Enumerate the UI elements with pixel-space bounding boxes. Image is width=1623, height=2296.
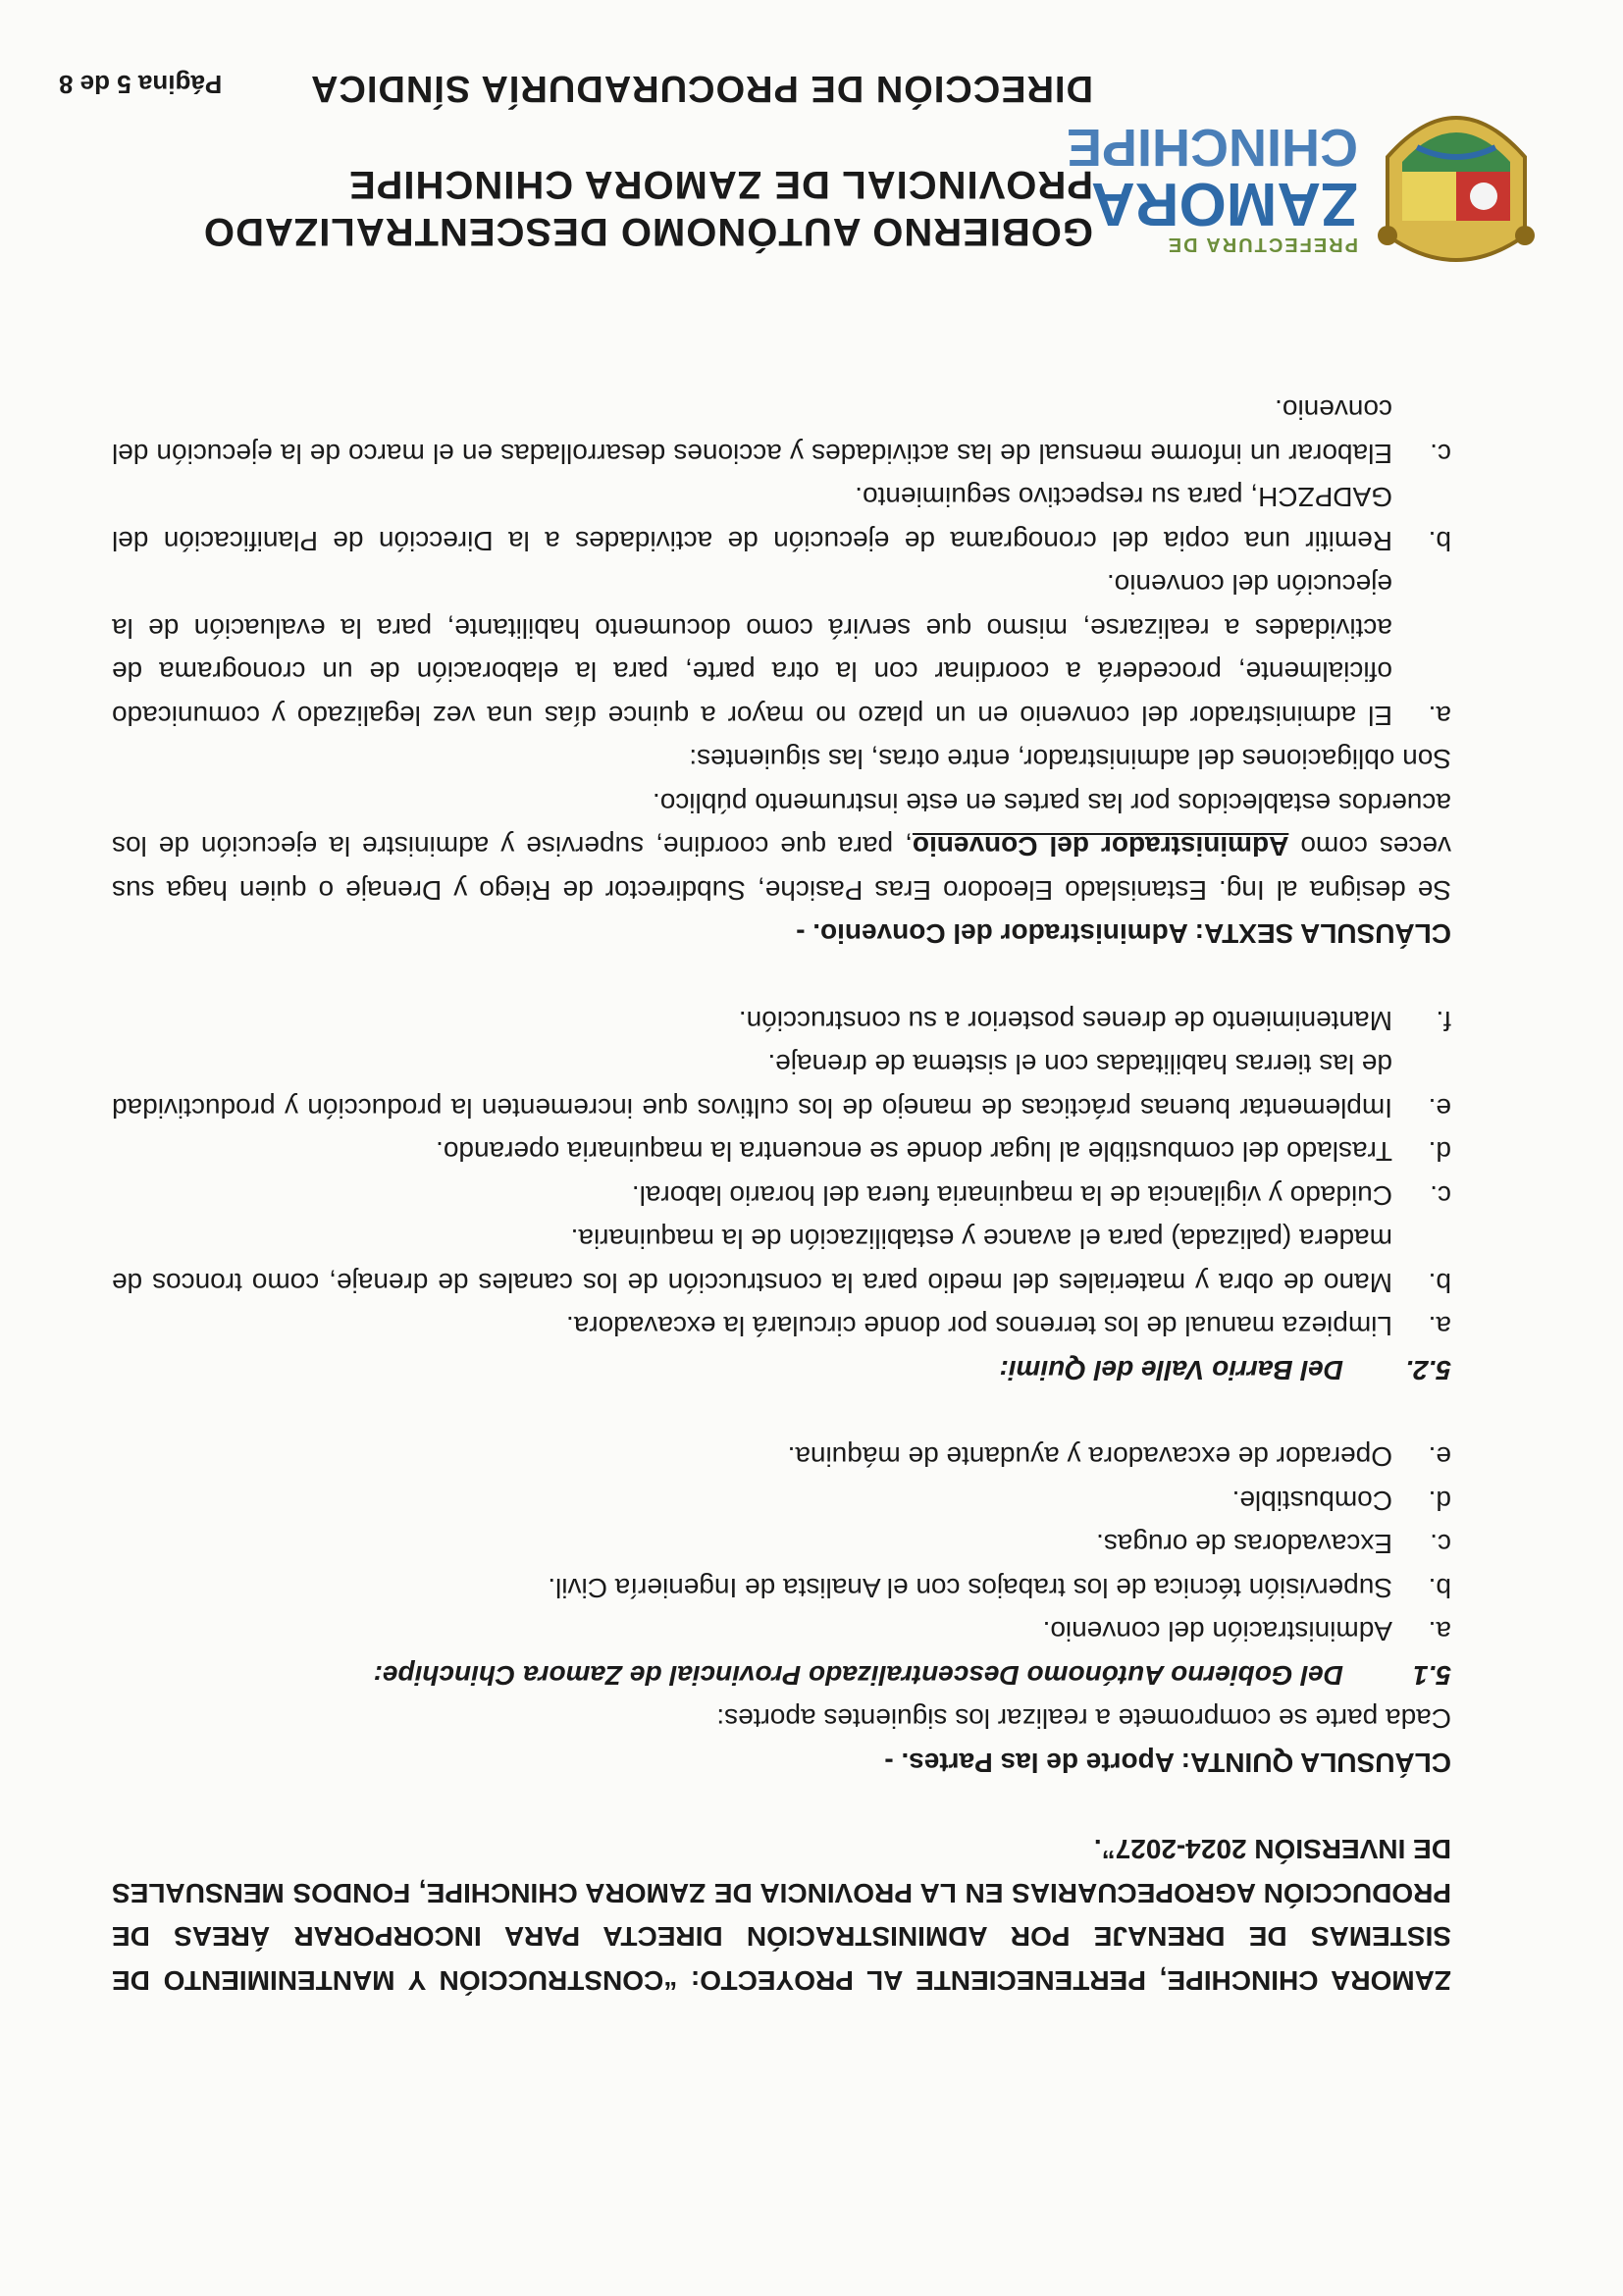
list-item: b. Remitir una copia del cronograma de ejecución de actividades a la Dirección de Planificación del GADPZCH, para su respectivo seguimiento.: [112, 482, 1451, 556]
letterhead: [73, 68, 1544, 275]
obligations-lead: Son obligaciones del administrador, entre otras, las siguientes:: [689, 744, 1451, 775]
clause-six-paragraph: Se designa al Ing. Estanislado Eleodoro Eras Pasiche, Subdirector de Riego y Drenaje o quien haga sus veces como Administrador del Convenio, para que coordine, supervise y administre la ejecución de los acuerdos establecidos por las partes en este instrumento público.: [112, 788, 1451, 906]
section-5-1-heading: [112, 1653, 1451, 1697]
clause-five-lead: Cada parte se compromete a realizar los siguientes aportes:: [716, 1703, 1451, 1735]
list-item: c. Excavadoras de orugas.: [1096, 1529, 1451, 1560]
list-item: f. Mantenimiento de drenes posterior a su construcción.: [738, 1006, 1451, 1036]
clause-five-title: CLÁUSULA QUINTA: Aporte de las Partes. -: [884, 1748, 1451, 1778]
list-item: b. Supervisión técnica de los trabajos con el Analista de Ingeniería Civil.: [548, 1573, 1451, 1603]
brand-line-1: ZAMORA: [1090, 170, 1358, 237]
brand-logo: [1066, 88, 1358, 255]
list-item: a. El administrador del convenio en un plazo no mayor a quince días una vez legalizado y comunicado oficialmente, procederá a coordinar con la otra parte, para la elaboración de un cronograma de actividades a realizarse, mismo que servirá como documento habilitante, para la evaluación de la ejecución del convenio.: [112, 569, 1451, 731]
provincial-crest-icon: [1368, 78, 1544, 275]
org-line-1: GOBIERNO AUTÓNOMO DESCENTRALIZADO PROVINCIAL DE ZAMORA CHINCHIPE: [202, 163, 1093, 253]
organization-name: [73, 65, 1093, 255]
section-5-1-list: [112, 1435, 1451, 1653]
section-number: 5.2.: [1405, 1355, 1451, 1385]
list-item: c. Cuidado y vigilancia de la maquinaria fuera del horario laboral.: [631, 1180, 1451, 1211]
administrator-term: Administrador del Convenio: [912, 831, 1289, 862]
obligations-list: [112, 388, 1451, 737]
section-5-2-list: [112, 999, 1451, 1348]
list-item: d. Combustible.: [1231, 1486, 1451, 1516]
section-title: Del Gobierno Autónomo Descentralizado Provincial de Zamora Chinchipe:: [373, 1660, 1343, 1691]
list-item: e. Implementar buenas prácticas de manejo de los cultivos que incrementen la producción y productividad de las tierras habilitadas con el sistema de drenaje.: [112, 1049, 1451, 1123]
list-item: a. Administración del convenio.: [1042, 1616, 1451, 1647]
document-body: [112, 388, 1451, 2002]
page-number: Página 5 de 8: [59, 70, 223, 99]
list-item: a. Limpieza manual de los terrenos por donde circulará la excavadora.: [565, 1311, 1451, 1342]
clause-six-title: CLÁUSULA SEXTA: Administrador del Convenio. -: [796, 918, 1451, 950]
section-number: 5.1: [1413, 1660, 1451, 1691]
list-item: b. Mano de obra y materiales del medio para la construcción de los canales de drenaje, como troncos de madera (palizada) para el avance y estabilización de la maquinaria.: [112, 1224, 1451, 1298]
org-line-2: DIRECCIÓN DE PROCURADURÍA SÍNDICA: [310, 68, 1093, 109]
list-item: e. Operador de excavadora y ayudante de máquina.: [787, 1441, 1451, 1473]
brand-pre-label: PREFECTURA DE: [1166, 234, 1358, 255]
section-title: Del Barrio Valle del Quimi:: [999, 1355, 1343, 1385]
project-intro: ZAMORA CHINCHIPE, PERTENECIENTE AL PROYECTO: “CONSTRUCCIÓN Y MANTENIMIENTO DE SISTEMAS DE DRENAJE POR ADMINISTRACIÓN DIRECTA PARA INCORPORAR ÁREAS DE PRODUCCIÓN AGROPECUARIAS EN LA PROVINCIA DE ZAMORA CHINCHIPE, FONDOS MENSUALES DE INVERSIÓN 2024-2027”.: [112, 1834, 1451, 1996]
list-item: c. Elaborar un informe mensual de las actividades y acciones desarrolladas en el marco de la ejecución del convenio.: [112, 394, 1451, 469]
brand-line-2: CHINCHIPE: [1066, 118, 1358, 177]
section-5-2-heading: [112, 1348, 1451, 1392]
list-item: d. Traslado del combustible al lugar donde se encuentra la maquinaria operando.: [436, 1136, 1451, 1168]
